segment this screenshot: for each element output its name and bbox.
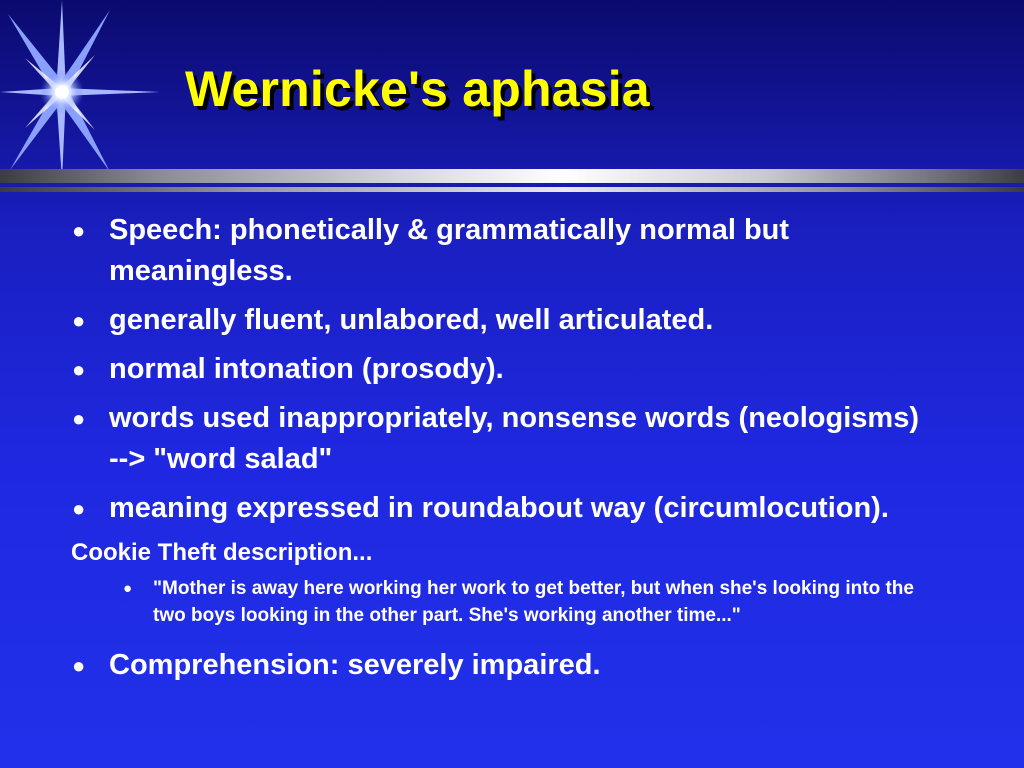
bullet-text: meaning expressed in roundabout way (circumlocution). [109,492,889,524]
bullet-icon: ● [72,218,86,243]
bullet-item [0,488,1024,529]
title-divider-bar [0,169,1024,183]
bullet-item [0,300,1024,341]
bullet-text: normal intonation (prosody). [109,353,504,385]
bullet-item [0,210,1024,292]
bullet-icon: ● [72,357,86,382]
subheading: Cookie Theft description... [71,539,373,566]
bullet-icon: ● [72,308,86,333]
bullet-text: generally fluent, unlabored, well articulated. [109,304,714,336]
bullet-item [0,349,1024,390]
slide-title: Wernicke's aphasia [185,61,650,117]
bullet-icon: ● [72,653,86,678]
quote-text: "Mother is away here working her work to get better, but when she's looking into the two boys looking in the other part. She's working another time..." [153,578,914,626]
bullet-item [0,398,1024,480]
bullet-item [0,645,1024,686]
quote-item [0,575,1024,629]
slide-body [0,206,1024,686]
bullet-icon: ● [72,496,86,521]
title-divider-line [0,187,1024,192]
sub-bullet-icon: ● [123,580,133,597]
star-icon [0,0,160,185]
bullet-text: words used inappropriately, nonsense words (neologisms) --> "word salad" [109,402,919,475]
bullet-text: Speech: phonetically & grammatically normal but meaningless. [109,214,790,287]
bullet-text: Comprehension: severely impaired. [109,649,601,681]
bullet-icon: ● [72,406,86,431]
